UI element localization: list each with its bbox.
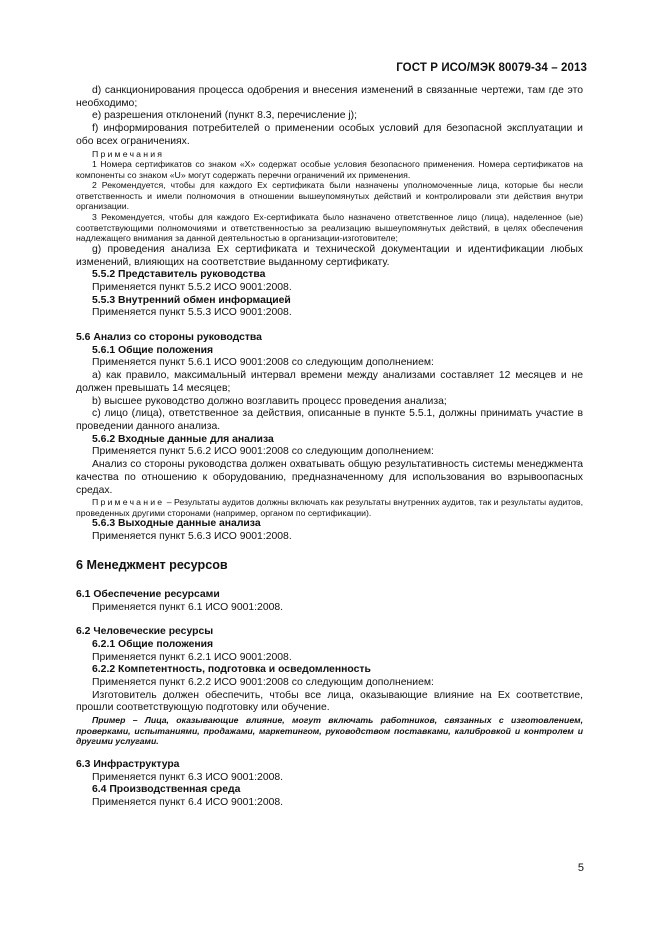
list-item-f: f) информирования потребителей о применении особых условий для безопасной эксплуатации и обо всех ограничениях.: [76, 123, 583, 147]
note-1: 1 Номера сертификатов со знаком «X» содержат особые условия безопасного применения. Номера сертификатов на компоненты со знаком «U» могут содержать перечни ограничений их применения.: [76, 159, 583, 180]
text-6-2-2: Применяется пункт 6.2.2 ИСО 9001:2008 со следующим дополнением:: [92, 677, 434, 689]
notes-label: Примечания: [92, 148, 165, 159]
heading-6-4: 6.4 Производственная среда: [92, 784, 241, 796]
list-item-e: e) разрешения отклонений (пункт 8.3, перечисление j);: [92, 110, 358, 122]
heading-5-5-3: 5.5.3 Внутренний обмен информацией: [92, 294, 291, 306]
list-item-g: g) проведения анализа Ex сертификата и технической документации и идентификации любых изменений, влияющих на соответствие выданному сертификату.: [76, 243, 583, 268]
text-6-3: Применяется пункт 6.3 ИСО 9001:2008.: [92, 771, 284, 783]
section-6-title: 6 Менеджмент ресурсов: [76, 557, 228, 572]
heading-5-5-2: 5.5.2 Представитель руководства: [92, 269, 266, 281]
page-number: 5: [577, 862, 584, 874]
text-5-6-1: Применяется пункт 5.6.1 ИСО 9001:2008 со следующим дополнением:: [92, 357, 434, 369]
heading-6-2: 6.2 Человеческие ресурсы: [76, 626, 214, 638]
text-6-4: Применяется пункт 6.4 ИСО 9001:2008.: [92, 797, 284, 809]
list-item-5-6-1-b: b) высшее руководство должно возглавить процесс проведения анализа;: [92, 395, 447, 407]
list-item-d: d) санкционирования процесса одобрения и внесения изменений в связанные чертежи, там где это необходимо;: [76, 85, 583, 109]
heading-6-3: 6.3 Инфраструктура: [76, 758, 180, 770]
heading-6-1: 6.1 Обеспечение ресурсами: [76, 588, 220, 600]
list-item-5-6-1-c: c) лицо (лица), ответственное за действия, описанные в пункте 5.5.1, должны принимать участие в проведении данного анализа.: [76, 408, 583, 432]
paragraph-5-6-2: Анализ со стороны руководства должен охватывать общую результативность системы менеджмента качества по отношению к оборудованию, предназначенному для использования во взрывоопасных средах.: [76, 459, 583, 496]
heading-6-2-1: 6.2.1 Общие положения: [92, 638, 214, 650]
note-2: 2 Рекомендуется, чтобы для каждого Ex сертификата были назначены уполномоченные лица, которые бы несли ответственность и имели полномочия в отношении вышеупомянутых действий и контролировали эти действия внутри организации.: [76, 180, 583, 212]
text-6-1: Применяется пункт 6.1 ИСО 9001:2008.: [92, 601, 284, 613]
paragraph-6-2-2: Изготовитель должен обеспечить, чтобы все лица, оказывающие влияние на Ex соответствие, прошли соответствующую подготовку или обучение.: [76, 689, 583, 714]
heading-5-6-3: 5.6.3 Выходные данные анализа: [92, 518, 261, 530]
note-3: 3 Рекомендуется, чтобы для каждого Ex-сертификата было назначено ответственное лицо (лица), наделенное (ые) соответствующими полномочиями и ответственностью за реализацию вышеупомянутых действий, в целях обеспечения надлежащего внимания за данной деятельностью в организации-изготовителе;: [76, 212, 583, 244]
note-5-6-2-label: Примечание: [92, 497, 165, 508]
heading-6-2-2: 6.2.2 Компетентность, подготовка и осведомленность: [92, 664, 371, 676]
note-5-6-2: [76, 497, 583, 518]
text-5-5-3: Применяется пункт 5.5.3 ИСО 9001:2008.: [92, 307, 292, 319]
text-5-6-2: Применяется пункт 5.6.2 ИСО 9001:2008 со следующим дополнением:: [92, 446, 434, 458]
list-item-5-6-1-a: а) как правило, максимальный интервал времени между анализами составляет 12 месяцев и не должен превышать 14 месяцев;: [76, 370, 583, 394]
heading-5-6-1: 5.6.1 Общие положения: [92, 344, 214, 356]
heading-5-6: 5.6 Анализ со стороны руководства: [76, 332, 262, 344]
document-header: ГОСТ Р ИСО/МЭК 80079-34 – 2013: [396, 62, 587, 74]
text-6-2-1: Применяется пункт 6.2.1 ИСО 9001:2008.: [92, 651, 292, 663]
text-5-5-2: Применяется пункт 5.5.2 ИСО 9001:2008.: [92, 281, 292, 293]
heading-5-6-2: 5.6.2 Входные данные для анализа: [92, 433, 274, 445]
page-body: [76, 85, 583, 810]
note-5-6-2-text: – Результаты аудитов должны включать как результаты внутренних аудитов, так и результаты аудитов, проведенных другими сторонами (например, органом по сертификации).: [76, 497, 583, 518]
text-5-6-3: Применяется пункт 5.6.3 ИСО 9001:2008.: [92, 531, 292, 543]
example-6-2-2: Пример – Лица, оказывающие влияние, могут включать работников, связанных с изготовлением, проверками, испытаниями, продажами, маркетингом, руководством поставками, калибровкой и контролем и другими услугами.: [76, 715, 583, 747]
